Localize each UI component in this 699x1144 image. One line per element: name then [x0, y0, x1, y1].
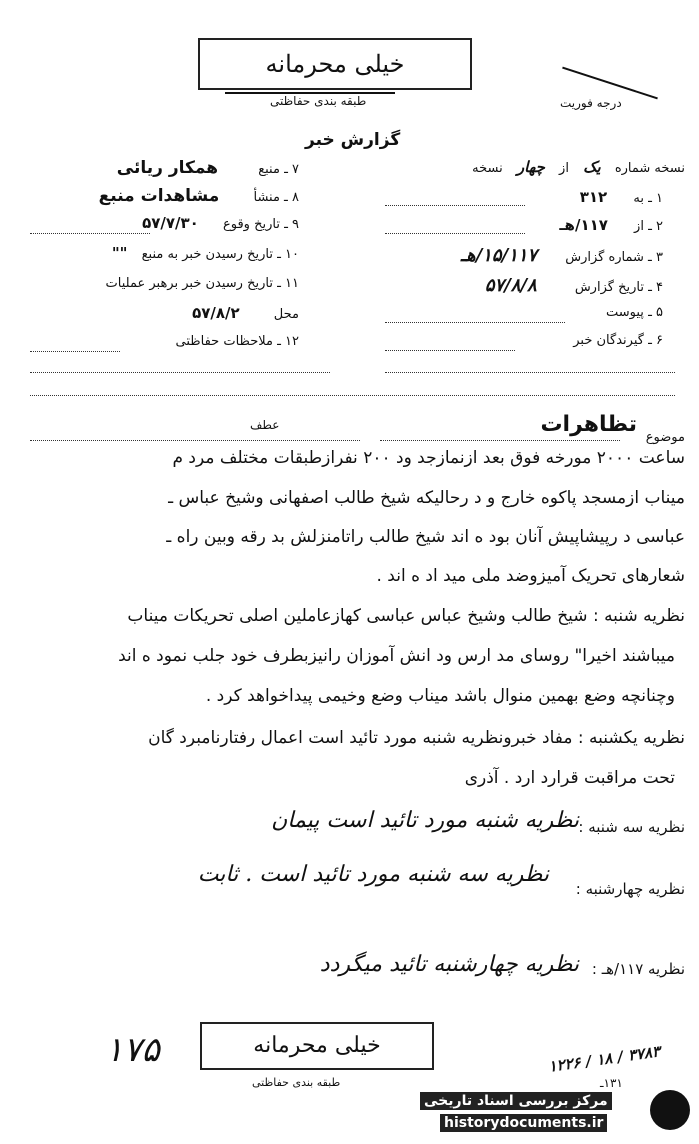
body-line: عباسی د رپیشاپیش آنان بود ه اند شیخ طالب راتامنزلش بد رقه وبین راه ـ: [166, 527, 685, 547]
top-classification-label: طبقه بندی حفاظتی: [270, 94, 367, 108]
page-number: ۱۷۵: [105, 1030, 160, 1070]
subject-value: تظاهرات: [540, 412, 637, 437]
report-date-field: ۴ ـ تاریخ گزارش ۵۷/۸/۸: [484, 275, 663, 296]
saturday-opinion-line: نظریه شنبه : شیخ طالب وشیخ عباس عباسی کهازعاملین اصلی تحریکات میناب: [127, 606, 685, 626]
tuesday-opinion-label: نظریه سه شنبه :: [578, 818, 685, 836]
body-line: ساعت ۲۰۰۰ مورخه فوق بعد ازنمازجد ود ۲۰۰ نفرازطبقات مختلف مرد م: [172, 448, 685, 468]
ops-receipt-field: ۱۱ ـ تاریخ رسیدن خبر برهبر عملیات: [105, 276, 299, 291]
saturday-opinion-line: وچنانچه وضع بهمین منوال باشد میناب وضع وخیمی پیداخواهد کرد .: [205, 686, 675, 706]
recipients-field: ۶ ـ گیرندگان خبر: [573, 333, 663, 348]
h117-opinion-label: نظریه ۱۱۷/هـ :: [591, 960, 685, 978]
sunday-opinion-line: تحت مراقبت قرارد ارد . آذری: [464, 768, 675, 788]
archive-name: مرکز بررسی اسناد تاریخی: [420, 1092, 612, 1110]
top-classification-stamp: خیلی محرمانه: [198, 38, 472, 90]
source-receipt-field: ۱۰ ـ تاریخ رسیدن خبر به منبع "": [111, 244, 299, 262]
copy-number-field: نسخه شماره یک از چهار نسخه: [472, 158, 685, 176]
archive-url: historydocuments.ir: [440, 1114, 607, 1132]
body-line: میناب ازمسجد پاکوه خارج و د رحالیکه شیخ طالب اصفهانی وشیخ عباس ـ: [168, 488, 685, 508]
wednesday-opinion-label: نظریه چهارشنبه :: [575, 880, 685, 898]
reference-label: عطف: [250, 418, 280, 432]
ops-receipt-place-row: محل ۵۷/۸/۲: [192, 304, 299, 322]
subject-label: موضوع: [645, 430, 685, 445]
wednesday-opinion-value: نظریه سه شنبه مورد تائید است . ثابت: [197, 862, 549, 887]
sunday-opinion-line: نظریه یکشنبه : مفاد خبرونظریه شنبه مورد تائید است اعمال رفتارنامبرد گان: [148, 728, 685, 748]
h117-opinion-value: نظریه چهارشنبه تائید میگردد: [319, 952, 579, 977]
saturday-opinion-line: میباشند اخیرا" روسای مد ارس ود انش آموزان رانیزبطرف خود جلب نمود ه اند: [118, 646, 675, 666]
to-field: ۱ ـ به ۳۱۲: [579, 188, 663, 206]
bottom-classification-label: طبقه بندی حفاظتی: [252, 1076, 341, 1089]
from-field: ۲ ـ از ۱۱۷/هـ: [559, 216, 663, 234]
security-notes-field: ۱۲ ـ ملاحظات حفاظتی: [175, 334, 299, 349]
body-line: شعارهای تحریک آمیزوضد ملی مید اد ه اند .: [376, 566, 685, 586]
bottom-classification-stamp: خیلی محرمانه: [200, 1022, 434, 1070]
attachment-field: ۵ ـ پیوست: [606, 305, 663, 320]
reference-number: ۳۷۸۳ / ۱۸ / ۱۲۲۶: [547, 1042, 662, 1076]
document-title: گزارش خبر: [305, 130, 401, 150]
file-number: ۱۳۱ـ: [600, 1076, 623, 1090]
report-number-field: ۳ ـ شماره گزارش ۱۵/۱۱۷/هـ: [460, 245, 663, 266]
event-date-field: ۹ ـ تاریخ وقوع ۵۷/۷/۳۰: [142, 214, 299, 232]
urgency-label: درجه فوریت: [560, 96, 622, 110]
tuesday-opinion-value: نظریه شنبه مورد تائید است پیمان: [271, 808, 579, 833]
archive-logo-icon: [650, 1090, 690, 1130]
origin-field: ۸ ـ منشأ مشاهدات منبع: [98, 186, 299, 206]
source-field: ۷ ـ منبع همکار ریائی: [116, 158, 299, 178]
